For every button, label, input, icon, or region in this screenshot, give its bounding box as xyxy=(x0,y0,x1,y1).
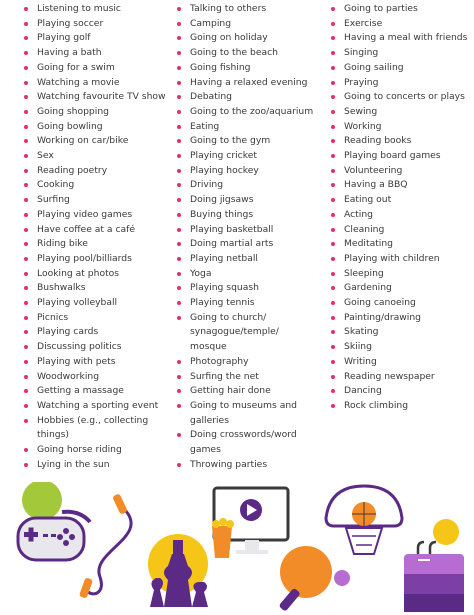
list-item: Playing hockey xyxy=(176,164,326,179)
list-item: Going to parties xyxy=(330,2,474,17)
list-item: Skating xyxy=(330,325,474,340)
sunset-pool-icon xyxy=(404,519,464,612)
list-item: Playing video games xyxy=(23,208,173,223)
list-item: Throwing parties xyxy=(176,458,326,473)
list-item: Buying things xyxy=(176,208,326,223)
list-item: Going to concerts or plays xyxy=(330,90,474,105)
list-item: Discussing politics xyxy=(23,340,173,355)
list-item: Playing volleyball xyxy=(23,296,173,311)
list-item: Playing with pets xyxy=(23,355,173,370)
list-item: Going on holiday xyxy=(176,31,326,46)
list-item: Sewing xyxy=(330,105,474,120)
list-item: Playing tennis xyxy=(176,296,326,311)
list-item: Debating xyxy=(176,90,326,105)
list-item: Getting a massage xyxy=(23,384,173,399)
list-item: Acting xyxy=(330,208,474,223)
list-item: Talking to others xyxy=(176,2,326,17)
list-item: Playing soccer xyxy=(23,17,173,32)
list-item: Watching a movie xyxy=(23,76,173,91)
list-item: Playing basketball xyxy=(176,223,326,238)
list-item: Working on car/bike xyxy=(23,134,173,149)
list-item: Riding bike xyxy=(23,237,173,252)
list-item: Bushwalks xyxy=(23,281,173,296)
list-item: Going to the beach xyxy=(176,46,326,61)
list-item: Going to the gym xyxy=(176,134,326,149)
list-item: Playing cricket xyxy=(176,149,326,164)
list-item: Have coffee at a café xyxy=(23,223,173,238)
list-item: Yoga xyxy=(176,267,326,282)
list-item: Painting/drawing xyxy=(330,311,474,326)
list-item: Having a BBQ xyxy=(330,178,474,193)
list-item: Playing netball xyxy=(176,252,326,267)
list-item: Getting hair done xyxy=(176,384,326,399)
list-item: Reading poetry xyxy=(23,164,173,179)
list-item: Doing martial arts xyxy=(176,237,326,252)
list-item: Meditating xyxy=(330,237,474,252)
list-item: Playing with children xyxy=(330,252,474,267)
list-item: Reading books xyxy=(330,134,474,149)
jump-rope-icon xyxy=(79,493,131,599)
list-item: Exercise xyxy=(330,17,474,32)
list-item: Skiing xyxy=(330,340,474,355)
list-item: Eating out xyxy=(330,193,474,208)
activity-column-1 xyxy=(23,2,173,473)
list-item: Volunteering xyxy=(330,164,474,179)
list-item: Surfing the net xyxy=(176,370,326,385)
list-item: Playing cards xyxy=(23,325,173,340)
list-item: Playing pool/billiards xyxy=(23,252,173,267)
list-item: Reading newspaper xyxy=(330,370,474,385)
activity-column-2 xyxy=(176,2,326,473)
list-item: Eating xyxy=(176,120,326,135)
list-item: Rock climbing xyxy=(330,399,474,414)
list-item: Photography xyxy=(176,355,326,370)
list-item: Going for a swim xyxy=(23,61,173,76)
list-item: Writing xyxy=(330,355,474,370)
list-item: Going sailing xyxy=(330,61,474,76)
list-item: Camping xyxy=(176,17,326,32)
list-item: Playing squash xyxy=(176,281,326,296)
list-item: Driving xyxy=(176,178,326,193)
list-item: Going to museums and galleries xyxy=(176,399,326,428)
list-item: Cleaning xyxy=(330,223,474,238)
list-item: Listening to music xyxy=(23,2,173,17)
list-item: Cooking xyxy=(23,178,173,193)
list-item: Hobbies (e.g., collecting things) xyxy=(23,414,173,443)
list-item: Going bowling xyxy=(23,120,173,135)
list-item: Looking at photos xyxy=(23,267,173,282)
list-item: Going shopping xyxy=(23,105,173,120)
list-item: Working xyxy=(330,120,474,135)
list-item: Going to church/ synagogue/temple/ mosque xyxy=(176,311,326,355)
illustration-strip xyxy=(0,482,474,615)
list-item: Surfing xyxy=(23,193,173,208)
list-item: Doing crosswords/word games xyxy=(176,428,326,457)
list-item: Playing golf xyxy=(23,31,173,46)
list-item: Playing board games xyxy=(330,149,474,164)
list-item: Singing xyxy=(330,46,474,61)
basketball-hoop-icon xyxy=(326,486,402,554)
list-item: Lying in the sun xyxy=(23,458,173,473)
list-item: Woodworking xyxy=(23,370,173,385)
list-item: Having a meal with friends xyxy=(330,31,474,46)
list-item: Dancing xyxy=(330,384,474,399)
activity-column-3 xyxy=(330,2,474,414)
list-item: Having a relaxed evening xyxy=(176,76,326,91)
list-item: Going horse riding xyxy=(23,443,173,458)
chess-pieces-icon xyxy=(148,534,208,607)
game-controller-icon xyxy=(18,482,90,560)
ping-pong-icon xyxy=(278,546,350,612)
list-item: Praying xyxy=(330,76,474,91)
list-item: Sleeping xyxy=(330,267,474,282)
list-item: Picnics xyxy=(23,311,173,326)
list-item: Having a bath xyxy=(23,46,173,61)
list-item: Watching favourite TV show xyxy=(23,90,173,105)
monitor-video-popcorn-icon xyxy=(212,488,288,558)
list-item: Watching a sporting event xyxy=(23,399,173,414)
list-item: Sex xyxy=(23,149,173,164)
list-item: Going to the zoo/aquarium xyxy=(176,105,326,120)
list-item: Going fishing xyxy=(176,61,326,76)
list-item: Gardening xyxy=(330,281,474,296)
list-item: Doing jigsaws xyxy=(176,193,326,208)
list-item: Going canoeing xyxy=(330,296,474,311)
